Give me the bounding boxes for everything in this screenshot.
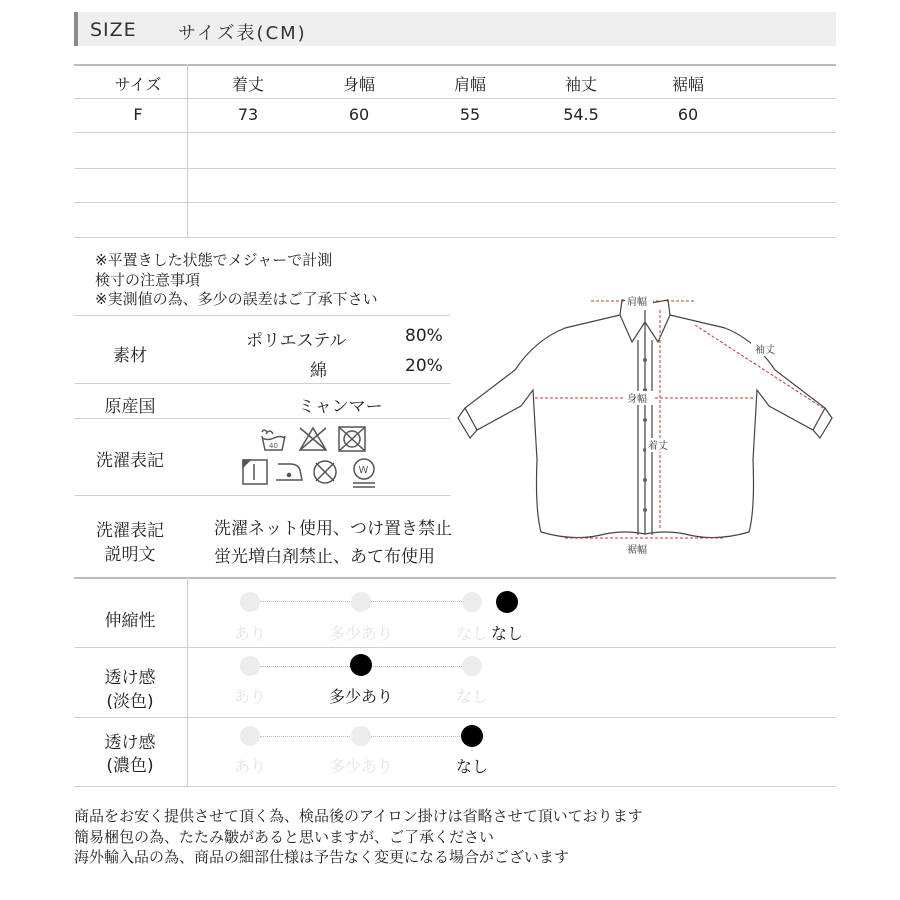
rating-option: あり (233, 624, 266, 643)
rating-option: なし (455, 687, 488, 706)
measure-note: ※平置きした状態でメジャーで計測 (95, 251, 333, 269)
rating-option: 多少あり (328, 624, 393, 643)
table-column-divider (187, 64, 188, 237)
rating-dot (351, 592, 371, 612)
table-row-divider (74, 202, 836, 203)
table-cell: 60 (677, 105, 699, 124)
table-header-cell: サイズ (114, 75, 162, 94)
rating-dot (462, 592, 482, 612)
table-row-divider (74, 168, 836, 169)
spec-row-divider (74, 383, 450, 384)
material-percent: 20% (405, 356, 443, 376)
material-name: ポリエステル (246, 331, 347, 351)
care-description-label: 説明文 (104, 545, 156, 565)
table-header-cell: 肩幅 (453, 75, 486, 94)
rating-row-divider (74, 717, 836, 718)
rating-option: あり (233, 687, 266, 706)
header-accent-bar (74, 12, 78, 46)
rating-option: 多少あり (328, 757, 393, 776)
no-bleach-icon (300, 428, 326, 450)
spec-row-divider (74, 418, 450, 419)
care-label: 洗濯表記 (96, 451, 164, 471)
rating-dot-selected (496, 591, 518, 613)
rating-option: なし (455, 624, 488, 643)
rating-label: (淡色) (106, 692, 154, 712)
rating-dot (240, 656, 260, 676)
measure-note: 検寸の注意事項 (95, 271, 201, 289)
rating-row-divider (74, 647, 836, 648)
rating-top-border (74, 577, 836, 579)
table-cell-size: F (133, 105, 143, 124)
header-label: SIZE (90, 19, 137, 41)
care-description-line: 蛍光増白剤禁止、あて布使用 (214, 547, 435, 567)
sleeve-arrow (695, 325, 823, 408)
rating-row-divider (74, 786, 836, 787)
rating-label: 透け感 (104, 668, 156, 688)
rating-label: (濃色) (106, 756, 154, 776)
table-top-border (74, 64, 836, 66)
measure-note: ※実測値の為、多少の誤差はご了承下さい (95, 290, 378, 308)
footer-note: 簡易梱包の為、たたみ皺があると思いますが、ご了承ください (74, 828, 495, 846)
spec-row-divider (74, 315, 450, 316)
svg-text:W: W (358, 465, 369, 476)
diagram-label-shoulder: 肩幅 (627, 297, 647, 308)
material-percent: 80% (405, 326, 443, 346)
diagram-label-sleeve: 袖丈 (755, 345, 775, 356)
rating-dot-selected (350, 654, 372, 676)
line-dry-shade-icon (243, 460, 267, 484)
care-description-line: 洗濯ネット使用、つけ置き禁止 (214, 519, 452, 539)
diagram-label-hem: 裾幅 (627, 545, 647, 556)
rating-dot (351, 726, 371, 746)
measurement-arrows (535, 301, 823, 538)
rating-dot (462, 656, 482, 676)
material-label: 素材 (113, 346, 147, 366)
rating-option: あり (233, 757, 266, 776)
shirt-measurement-diagram (455, 280, 845, 570)
table-cell: 60 (348, 105, 370, 124)
rating-dot-selected (461, 725, 483, 747)
rating-label: 透け感 (104, 733, 156, 753)
spec-row-divider (74, 495, 450, 496)
wet-clean-gentle-icon (353, 459, 375, 487)
table-header-cell: 袖丈 (564, 75, 597, 94)
diagram-label-length: 着丈 (648, 441, 668, 452)
rating-column-divider (187, 577, 188, 786)
rating-dot (240, 592, 260, 612)
table-row-divider (74, 98, 836, 99)
care-symbols (240, 422, 380, 492)
rating-option-selected: なし (490, 624, 523, 643)
table-header-cell: 着丈 (231, 75, 264, 94)
table-cell: 54.5 (563, 105, 599, 124)
table-cell: 73 (237, 105, 259, 124)
footer-note: 商品をお安く提供させて頂く為、検品後のアイロン掛けは省略させて頂いております (74, 807, 643, 825)
footer-note: 海外輸入品の為、商品の細部仕様は予告なく変更になる場合がございます (74, 848, 570, 866)
no-dry-clean-icon (314, 461, 336, 483)
wash-hand-40-icon (262, 430, 285, 450)
no-tumble-dry-icon (339, 427, 365, 451)
material-name: 綿 (310, 361, 327, 381)
table-row-divider (74, 237, 836, 238)
table-cell: 55 (459, 105, 481, 124)
rating-dot (240, 726, 260, 746)
rating-option-selected: なし (455, 757, 488, 776)
table-header-cell: 身幅 (342, 75, 375, 94)
origin-label: 原産国 (104, 397, 156, 417)
care-description-label: 洗濯表記 (96, 521, 164, 541)
svg-text:40: 40 (269, 442, 278, 450)
table-header-cell: 裾幅 (671, 75, 704, 94)
rating-label: 伸縮性 (104, 611, 156, 631)
origin-value: ミャンマー (298, 397, 383, 417)
header-subtitle: サイズ表(CM) (178, 23, 307, 44)
table-row-divider (74, 132, 836, 133)
diagram-label-body: 身幅 (627, 394, 647, 405)
iron-low-icon (276, 464, 302, 480)
rating-option-selected: 多少あり (328, 687, 393, 706)
